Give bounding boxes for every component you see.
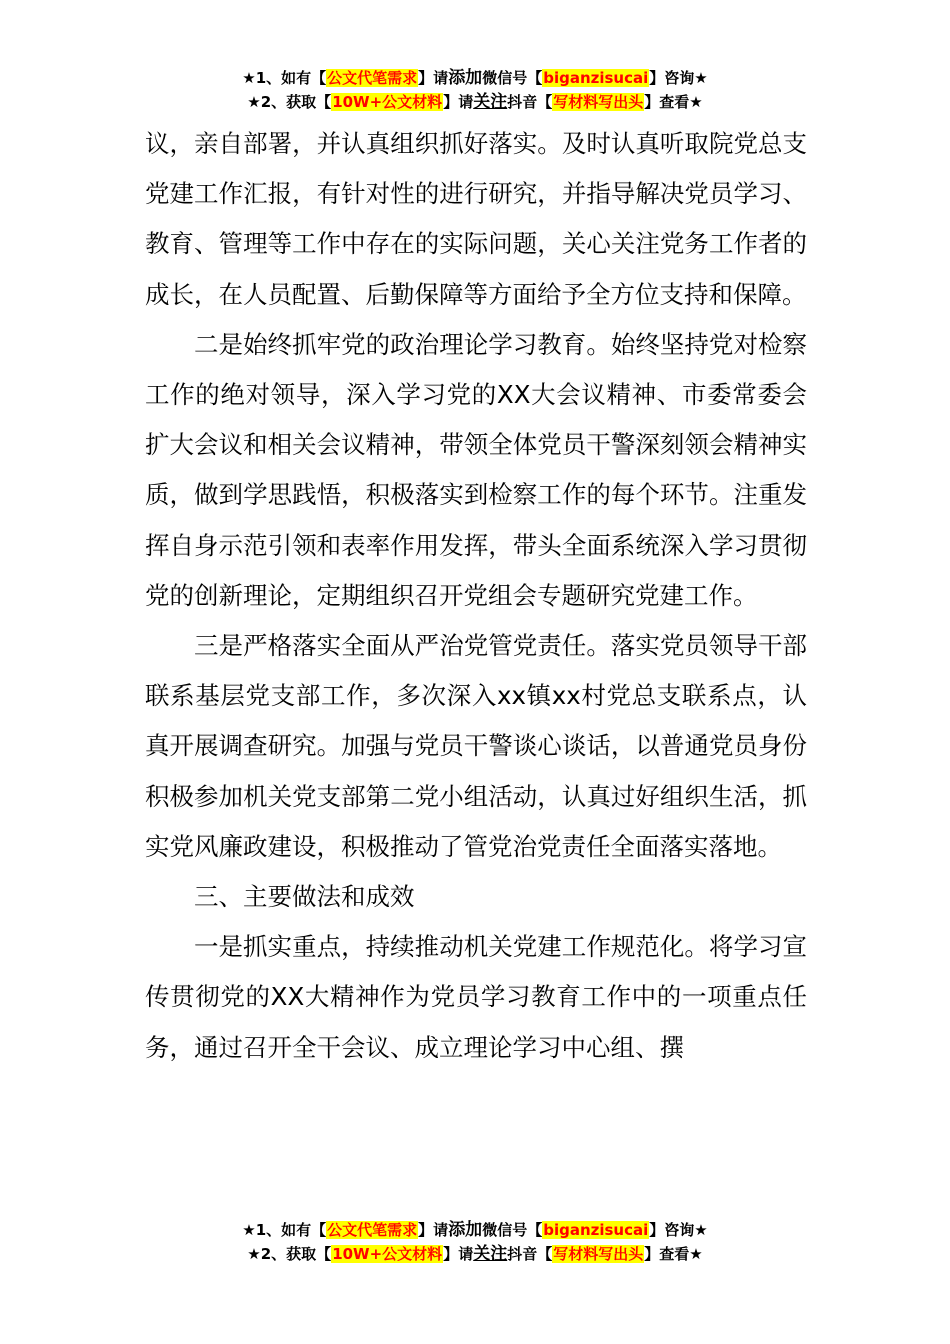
banner-line-1: ★1、如有【公文代笔需求】请添加微信号【biganzisucai】咨询★ xyxy=(242,1220,708,1240)
footer-banner xyxy=(0,1218,950,1266)
paragraph-key-points: 一是抓实重点，持续推动机关党建工作规范化。将学习宣传贯彻党的XX大精神作为党员学习教育工作中的一项重点任务，通过召开全干会议、成立理论学习中心组、撰 xyxy=(145,932,807,1062)
highlight-douyin: 写材料写出头 xyxy=(553,93,644,111)
document-body xyxy=(145,119,807,1073)
banner-line-2: ★2、获取【10W+公文材料】请关注抖音【写材料写出头】查看★ xyxy=(247,92,703,112)
highlight-service: 公文代笔需求 xyxy=(327,1221,418,1239)
highlight-materials: 10W+公文材料 xyxy=(332,93,443,111)
banner-line-1: ★1、如有【公文代笔需求】请添加微信号【biganzisucai】咨询★ xyxy=(242,68,708,88)
section-heading: 三、主要做法和成效 xyxy=(194,882,415,912)
highlight-materials: 10W+公文材料 xyxy=(332,1245,443,1263)
banner-line-2: ★2、获取【10W+公文材料】请关注抖音【写材料写出头】查看★ xyxy=(247,1244,703,1264)
highlight-wechat-id: biganzisucai xyxy=(543,1221,649,1239)
highlight-douyin: 写材料写出头 xyxy=(553,1245,644,1263)
paragraph-party-responsibility: 三是严格落实全面从严治党管党责任。落实党员领导干部联系基层党支部工作，多次深入xx镇xx村党总支联系点，认真开展调查研究。加强与党员干警谈心谈话，以普通党员身份积极参加机关党支部第二党小组活动，认真过好组织生活，抓实党风廉政建设，积极推动了管党治党责任全面落实落地。 xyxy=(145,631,807,861)
highlight-wechat-id: biganzisucai xyxy=(543,69,649,87)
highlight-service: 公文代笔需求 xyxy=(327,69,418,87)
header-banner xyxy=(0,66,950,114)
paragraph-continuation: 议，亲自部署，并认真组织抓好落实。及时认真听取院党总支党建工作汇报，有针对性的进行研究，并指导解决党员学习、教育、管理等工作中存在的实际问题，关心关注党务工作者的成长，在人员配置、后勤保障等方面给予全方位支持和保障。 xyxy=(145,129,807,309)
paragraph-political-study: 二是始终抓牢党的政治理论学习教育。始终坚持党对检察工作的绝对领导，深入学习党的XX大会议精神、市委常委会扩大会议和相关会议精神，带领全体党员干警深刻领会精神实质，做到学思践悟，积极落实到检察工作的每个环节。注重发挥自身示范引领和表率作用发挥，带头全面系统深入学习贯彻党的创新理论，定期组织召开党组会专题研究党建工作。 xyxy=(145,329,807,610)
